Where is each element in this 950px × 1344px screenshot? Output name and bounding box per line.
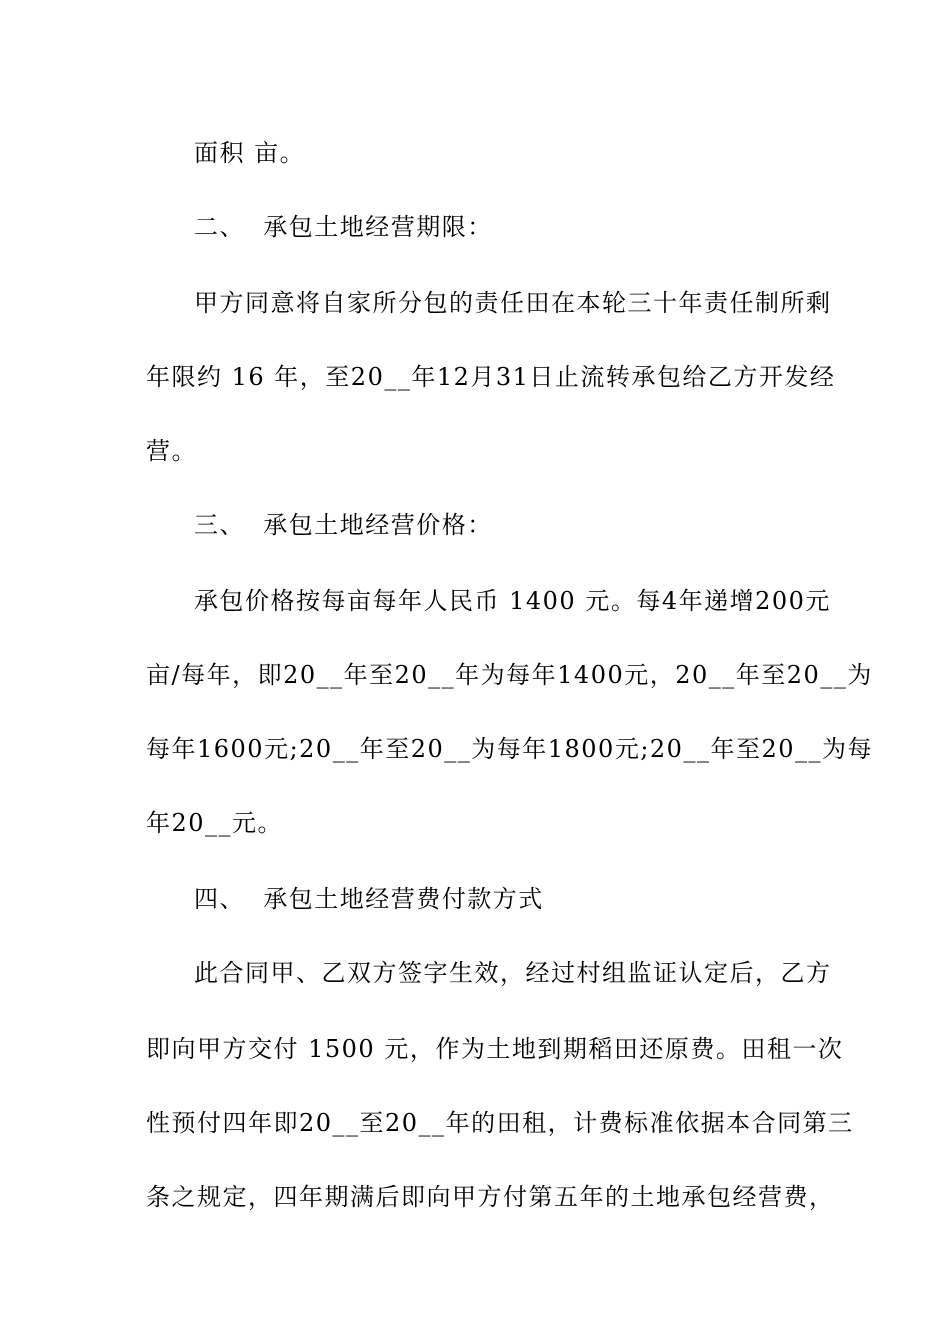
section-4-heading: 四、 承包土地经营费付款方式: [194, 885, 544, 913]
paragraph-payment-line-2: 即向甲方交付 1500 元，作为土地到期稻田还原费。田租一次: [146, 1035, 844, 1063]
paragraph-price-line-3: 每年1600元;20__年至20__为每年1800元;20__年至20__为每: [146, 735, 873, 763]
paragraph-payment-line-4: 条之规定，四年期满后即向甲方付第五年的土地承包经营费，: [146, 1183, 835, 1211]
paragraph-term-line-1: 甲方同意将自家所分包的责任田在本轮三十年责任制所剩: [194, 289, 832, 317]
paragraph-payment-line-1: 此合同甲、乙双方签字生效，经过村组监证认定后，乙方: [194, 959, 832, 987]
paragraph-price-line-2: 亩/每年，即20__年至20__年为每年1400元，20__年至20__为: [146, 661, 873, 689]
paragraph-price-line-4: 年20__元。: [146, 809, 284, 837]
paragraph-payment-line-3: 性预付四年即20__至20__年的田租，计费标准依据本合同第三: [146, 1109, 854, 1137]
paragraph-term-line-2: 年限约 16 年，至20__年12月31日止流转承包给乙方开发经: [146, 363, 836, 391]
paragraph-price-line-1: 承包价格按每亩每年人民币 1400 元。每4年递增200元: [194, 587, 831, 615]
paragraph-term-line-3: 营。: [146, 437, 197, 465]
section-2-heading: 二、 承包土地经营期限：: [194, 213, 493, 241]
section-3-heading: 三、 承包土地经营价格：: [194, 511, 493, 539]
paragraph-area-line: 面积 亩。: [194, 139, 306, 167]
